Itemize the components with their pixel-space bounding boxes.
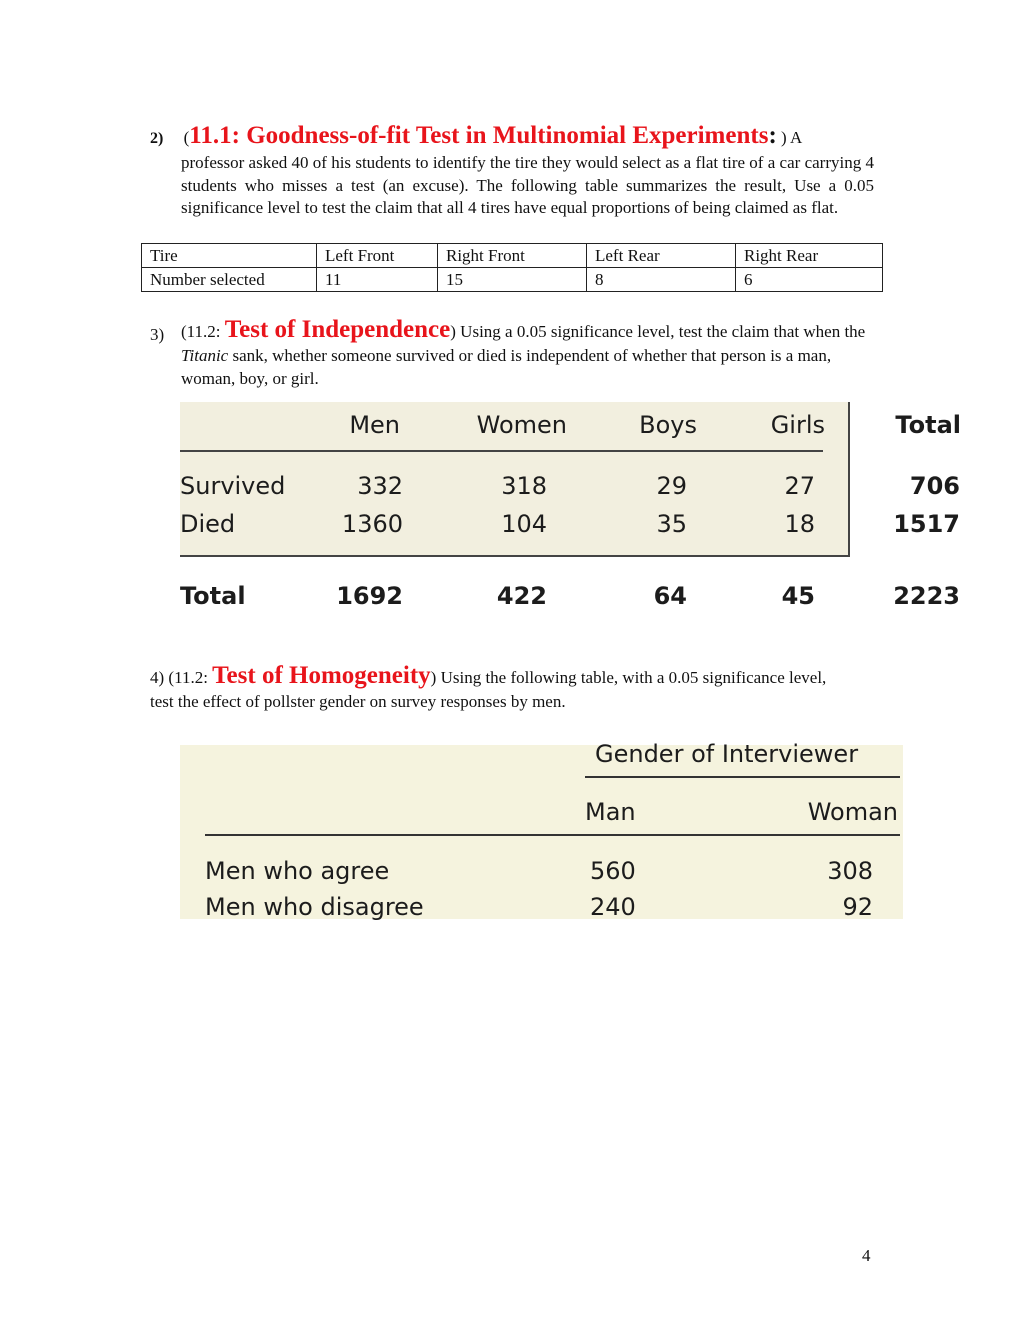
- column-total: 45: [781, 582, 815, 610]
- question-2-title: 11.1: Goodness-of-fit Test in Multinomial Experiments: [189, 122, 769, 149]
- row-label: Men who agree: [205, 857, 390, 885]
- question-3-title: Test of Independence: [224, 316, 451, 343]
- divider: [585, 776, 900, 778]
- row-label: Survived: [180, 472, 286, 500]
- column-header: Total: [895, 411, 961, 439]
- table-cell: 560: [590, 857, 636, 885]
- question-4-body: [150, 664, 850, 713]
- row-label: Total: [180, 582, 246, 610]
- divider: [180, 450, 823, 452]
- divider: [205, 834, 900, 836]
- table-cell: 11: [317, 268, 438, 292]
- tire-table: [141, 243, 883, 292]
- table-cell: 6: [736, 268, 883, 292]
- table-cell: 1360: [341, 510, 403, 538]
- table-header-row: [142, 244, 883, 268]
- page-number: 4: [862, 1246, 871, 1265]
- column-header: Man: [585, 798, 636, 826]
- column-header: Boys: [639, 411, 697, 439]
- column-header: Girls: [770, 411, 825, 439]
- prefix: (11.2:: [181, 322, 225, 341]
- grand-total: 2223: [893, 582, 960, 610]
- question-2-heading: [150, 124, 885, 151]
- table-cell: 18: [784, 510, 815, 538]
- table-cell: Left Front: [317, 244, 438, 268]
- column-header: Woman: [807, 798, 898, 826]
- question-2-text: professor asked 40 of his students to identify the tire they would select as a flat tire of a car carrying 4 students who misses a test (an excuse). The following table summarizes the result, Use a 0.05 significance level to test the claim that all 4 tires have equal proportions of being claimed as flat.: [181, 153, 874, 217]
- table-cell: 27: [784, 472, 815, 500]
- table-cell: 308: [827, 857, 873, 885]
- column-total: 1692: [336, 582, 403, 610]
- row-total: 706: [909, 472, 960, 500]
- table-cell: Tire: [142, 244, 317, 268]
- table-row: [142, 268, 883, 292]
- table-cell: 35: [656, 510, 687, 538]
- open-paren: (: [183, 128, 190, 147]
- row-label: Men who disagree: [205, 893, 424, 921]
- text: ) Using the following table, with a 0.05 significance level, test the effect of pollster gender on survey responses by men.: [150, 668, 827, 711]
- table-cell: Right Rear: [736, 244, 883, 268]
- italic-ship-name: Titanic: [181, 345, 229, 365]
- column-header: Women: [476, 411, 567, 439]
- question-2-body: [181, 152, 874, 220]
- column-total: 422: [496, 582, 547, 610]
- table-cell: 332: [357, 472, 403, 500]
- row-total: 1517: [893, 510, 960, 538]
- table-cell: 318: [501, 472, 547, 500]
- table-cell: 104: [501, 510, 547, 538]
- prefix: 4) (11.2:: [150, 668, 213, 687]
- text: ) Using a 0.05 significance level, test the claim that when the: [450, 322, 866, 341]
- table-cell: 8: [587, 268, 736, 292]
- table-cell: 29: [656, 472, 687, 500]
- question-3-number: 3): [150, 325, 165, 344]
- text: sank, whether someone survived or died is independent of whether that person is a man, woman, boy, or girl.: [181, 345, 832, 388]
- heading-tail: ) A: [776, 128, 803, 147]
- column-total: 64: [653, 582, 687, 610]
- table-cell: Number selected: [142, 268, 317, 292]
- colon: :: [768, 122, 777, 149]
- column-header: Men: [349, 411, 400, 439]
- table-cell: Right Front: [438, 244, 587, 268]
- table-cell: 92: [842, 893, 873, 921]
- table-cell: 240: [590, 893, 636, 921]
- question-4-title: Test of Homogeneity: [212, 662, 431, 689]
- row-label: Died: [180, 510, 236, 538]
- question-number: 2): [150, 130, 164, 147]
- table-cell: 15: [438, 268, 587, 292]
- table-cell: Left Rear: [587, 244, 736, 268]
- question-3-body: [181, 318, 881, 391]
- group-header: Gender of Interviewer: [595, 740, 859, 768]
